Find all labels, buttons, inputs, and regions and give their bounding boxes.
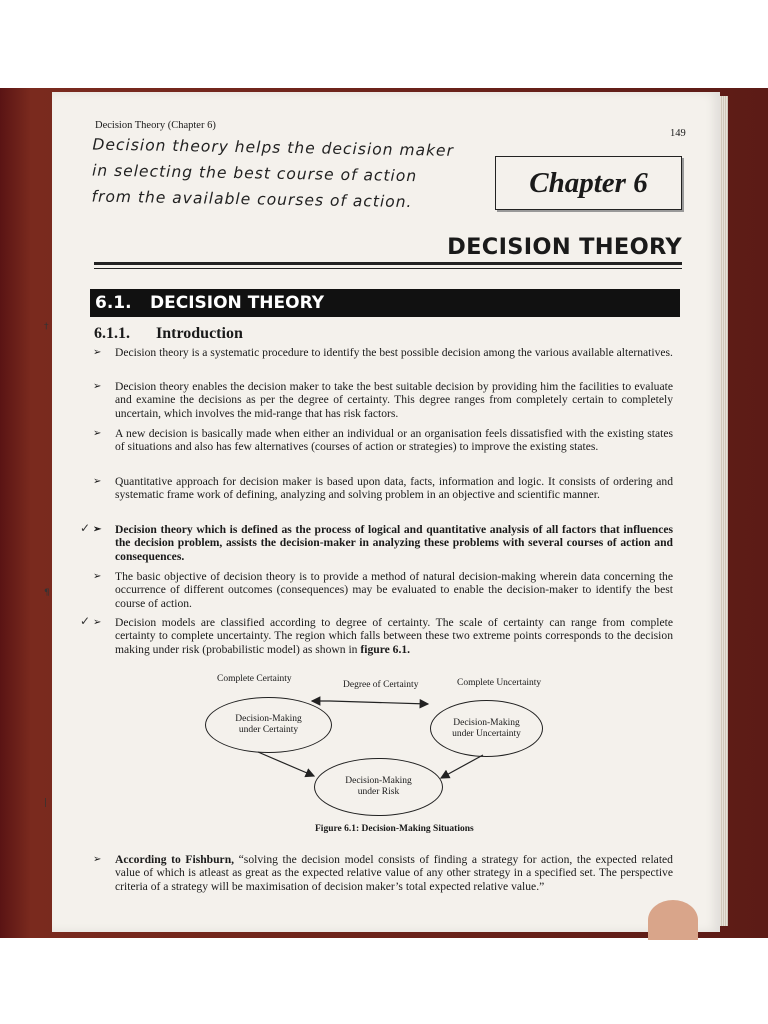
- fishburn-lead: According to Fishburn,: [115, 853, 235, 866]
- fishburn-quote: “solving the decision model consists of finding a strategy for action, the expected related value of which is atleast as great as the expected relative value of any other strategy in a specified set. The perspective criteria of a strategy will be maximisation of decision maker’s total expected relative value.”: [115, 853, 673, 893]
- section-number: 6.1.: [95, 293, 132, 313]
- chapter-label: Chapter 6: [529, 166, 648, 199]
- arrow-certainty-risk: [258, 752, 314, 776]
- bullet-text: A new decision is basically made when either an individual or an organisation feels dissatisfied with the existing states of situations and also has few alternatives (courses of action or strategies) to improve the existing states.: [115, 427, 673, 454]
- bullet-text: Decision theory which is defined as the process of logical and quantitative analysis of all factors that influences the decision problem, assists the decision-maker in analyzing these problems with several courses of action and consequences.: [115, 523, 673, 563]
- section-title: DECISION THEORY: [150, 293, 325, 313]
- figure-caption: Figure 6.1: Decision-Making Situations: [315, 824, 474, 834]
- bullet-icon: ➢: [93, 617, 102, 628]
- figure-label-middle: Degree of Certainty: [343, 680, 419, 690]
- handwritten-line: from the available courses of action.: [91, 187, 413, 212]
- figure-label-left: Complete Certainty: [217, 674, 292, 684]
- node-uncertainty: [430, 700, 543, 757]
- bullet-icon: ➢: [93, 476, 102, 487]
- figure-label-right: Complete Uncertainty: [457, 678, 542, 688]
- checkmark-icon: ✓: [80, 521, 91, 535]
- node-uncertainty-label: Decision-Making under Uncertainty: [452, 717, 521, 739]
- bullet-text: [115, 853, 673, 893]
- subsection-number: 6.1.1.: [94, 325, 130, 342]
- bullet-text: Decision theory enables the decision maker to take the best suitable decision by providing him the facilities to evaluate and examine the decisions as per the degree of certainty. This degree ranges from completely certain to completely uncertain, which involves the mid-range that has risk factors.: [115, 380, 673, 420]
- margin-mark: |: [44, 798, 48, 808]
- running-head: Decision Theory (Chapter 6): [95, 120, 216, 131]
- checkmark-icon: ✓: [80, 614, 91, 628]
- bullet-icon: ➢: [93, 571, 102, 582]
- bullet-text: Quantitative approach for decision maker is based upon data, facts, information and logic. It consists of ordering and systematic frame work of defining, analyzing and solving problem in an objective and scientific manner.: [115, 475, 673, 502]
- node-certainty-label: Decision-Making under Certainty: [235, 714, 302, 735]
- margin-mark: †: [44, 322, 49, 332]
- bullet-icon: ➢: [93, 381, 102, 392]
- handwritten-line: Decision theory helps the decision maker: [92, 135, 455, 160]
- arrow-uncertainty-risk: [441, 755, 483, 778]
- bullet-icon: ➢: [93, 854, 102, 865]
- node-risk: [314, 758, 443, 816]
- figure-reference: figure 6.1.: [360, 642, 411, 656]
- node-certainty: [205, 697, 332, 753]
- handwritten-line: in selecting the best course of action: [91, 161, 418, 186]
- bullet-item: [93, 853, 673, 893]
- chapter-title: DECISION THEORY: [447, 234, 682, 260]
- arrow-degree-right: [330, 701, 428, 704]
- subsection-title: Introduction: [156, 325, 243, 342]
- bullet-text: Decision theory is a systematic procedure to identify the best possible decision among the various available alternatives.: [115, 346, 673, 359]
- bullet-icon: ➢: [93, 347, 102, 358]
- bullet-icon: ➢: [93, 524, 102, 535]
- page-number: 149: [670, 128, 686, 139]
- bullet-text: The basic objective of decision theory is to provide a method of natural decision-making wherein data concerning the occurrence of different outcomes (consequences) may be evaluated to enable the decision-maker to identify the best course of action.: [115, 570, 673, 610]
- margin-mark: ¶: [44, 588, 50, 598]
- bullet-icon: ➢: [93, 428, 102, 439]
- node-risk-label: Decision-Making under Risk: [345, 776, 412, 797]
- bullet-text-body: Decision models are classified according to degree of certainty. The scale of certainty can range from complete certainty to complete uncertainty. The region which falls between these two extreme points corresponds to the decision making under risk (probabilistic model) as shown in: [115, 616, 673, 656]
